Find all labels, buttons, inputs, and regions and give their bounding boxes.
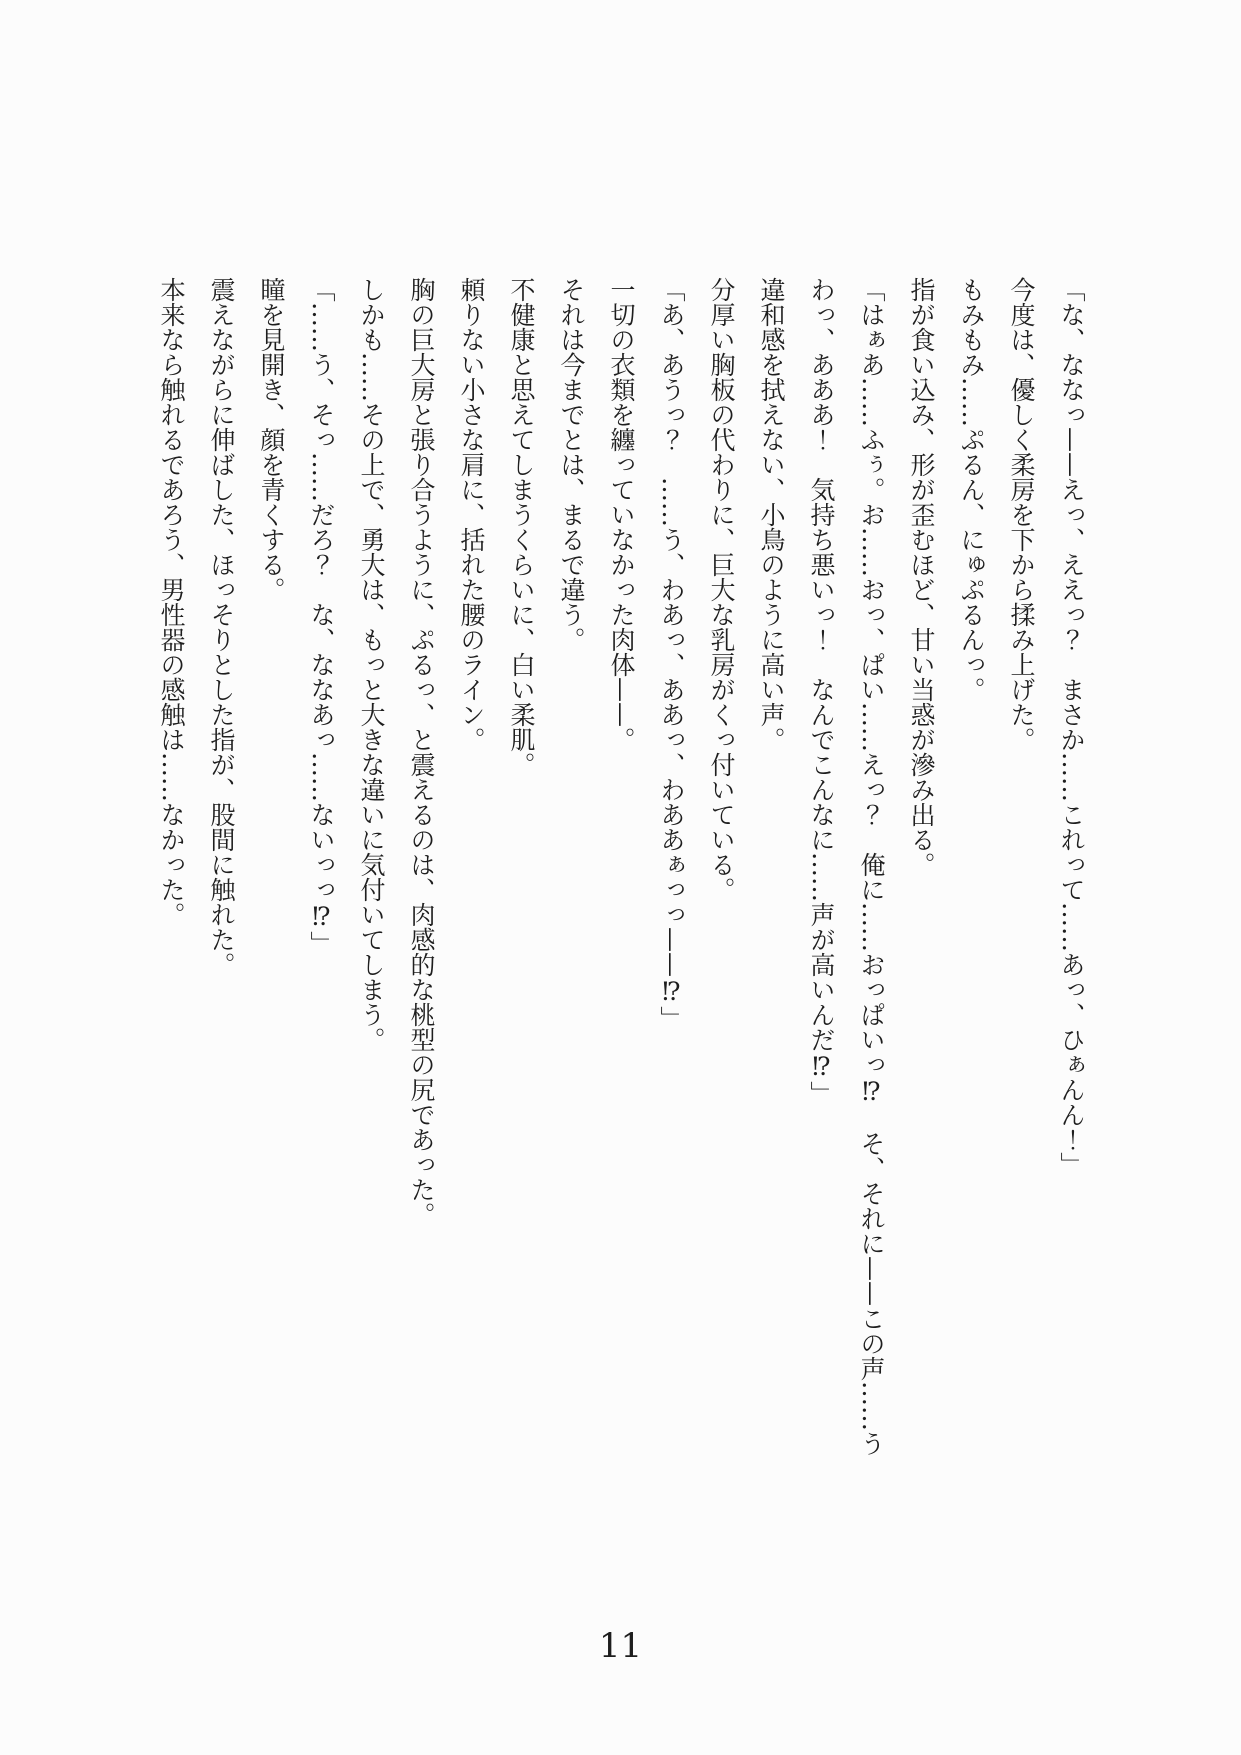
paragraph: 胸の巨大房と張り合うように、ぷるっ、と震えるのは、肉感的な桃型の尻であった。 [407, 277, 436, 1227]
paragraph: 「……う、そっ……だろ？ な、ななあっ……ないっっ⁉」 [307, 277, 336, 956]
paragraph: 本来なら触れるであろう、男性器の感触は……なかった。 [157, 277, 186, 927]
paragraph: 今度は、優しく柔房を下から揉み上げた。 [1007, 277, 1036, 752]
paragraph: 震えながらに伸ばした、ほっそりとした指が、股間に触れた。 [207, 277, 236, 977]
paragraph: 頼りない小さな肩に、括れた腰のライン。 [457, 277, 486, 752]
paragraph: 「な、ななっ——えっ、ええっ？ まさか……これって……あっ、ひぁんん！」 [1057, 277, 1086, 1177]
paragraph: しかも……その上で、勇大は、もっと大きな違いに気付いてしまう。 [357, 277, 386, 1052]
paragraph: もみもみ……ぷるん、にゅぷるんっ。 [957, 277, 986, 702]
paragraph: 一切の衣類を纏っていなかった肉体——。 [607, 277, 636, 752]
paragraph: 分厚い胸板の代わりに、巨大な乳房がくっ付いている。 [707, 277, 736, 902]
paragraph: 不健康と思えてしまうくらいに、白い柔肌。 [507, 277, 536, 777]
paragraph: 瞳を見開き、顔を青くする。 [257, 277, 286, 602]
novel-text-block [144, 277, 1096, 1527]
paragraph: 違和感を拭えない、小鳥のように高い声。 [757, 277, 786, 752]
paragraph: それは今までとは、まるで違う。 [557, 277, 586, 652]
page-number: 11 [598, 1626, 643, 1666]
paragraph: 指が食い込み、形が歪むほど、甘い当惑が滲み出る。 [907, 277, 936, 877]
paragraph: 「はぁあ……ふぅ。お……おっ、ぱい……えっ？ 俺に……おっぱいっ⁉ そ、それに——この声……うわっ、あああ！ 気持ち悪いっ！ なんでこんなに……声が高いんだ⁉」 [807, 277, 886, 1456]
paragraph: 「あ、あうっ？ ……う、わあっ、ああっ、わああぁっっ——⁉」 [657, 277, 686, 1031]
